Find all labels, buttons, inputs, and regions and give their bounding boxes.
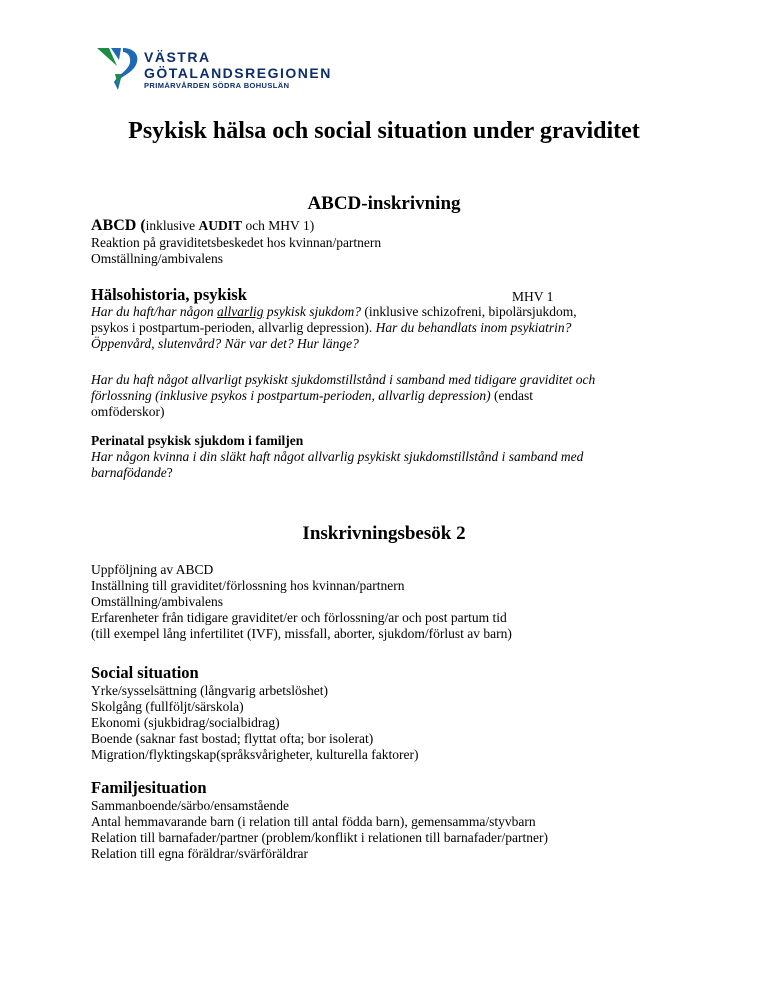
visit2-line: Omställning/ambivalens: [91, 594, 223, 609]
health-history-block: [91, 304, 691, 420]
vgr-logo: [97, 44, 337, 94]
family-heading: Familjesituation: [91, 778, 207, 797]
perinatal-heading: Perinatal psykisk sjukdom i familjen: [91, 433, 304, 448]
perinatal-line2: barnafödande?: [91, 465, 173, 480]
health-q2-line1: Har du haft något allvarligt psykiskt sjukdomstillstånd i samband med tidigare graviditet och: [91, 372, 596, 387]
allvarlig-underlined: allvarlig: [217, 304, 264, 319]
social-line: Yrke/sysselsättning (långvarig arbetslöshet): [91, 683, 328, 698]
abcd-mhv: och MHV 1): [242, 218, 315, 233]
health-q1-line2: psykos i postpartum-perioden, allvarlig depression). Har du behandlats inom psykiatrin?: [91, 320, 572, 335]
visit2-line: Inställning till graviditet/förlossning hos kvinnan/partnern: [91, 578, 405, 593]
health-q1-line3: Öppenvård, slutenvård? När var det? Hur länge?: [91, 336, 359, 351]
abcd-line: Omställning/ambivalens: [91, 251, 223, 266]
abcd-audit: AUDIT: [198, 218, 243, 233]
family-line: Relation till egna föräldrar/svärföräldrar: [91, 846, 309, 861]
social-heading: Social situation: [91, 663, 199, 682]
abcd-block: [91, 217, 691, 267]
abcd-paren: (: [136, 217, 146, 234]
family-line: Sammanboende/särbo/ensamstående: [91, 798, 289, 813]
visit2-block: [91, 562, 691, 642]
logo-line-2: GÖTALANDSREGIONEN: [144, 65, 332, 81]
perinatal-line1: Har någon kvinna i din släkt haft något allvarlig psykiskt sjukdomstillstånd i samband med: [91, 449, 584, 464]
visit2-line: Erfarenheter från tidigare graviditet/er och förlossning/ar och post partum tid: [91, 610, 507, 625]
family-line: Antal hemmavarande barn (i relation till antal födda barn), gemensamma/styvbarn: [91, 814, 536, 829]
abcd-subheading: [91, 217, 691, 235]
visit2-line: Uppföljning av ABCD: [91, 562, 214, 577]
social-block: [91, 683, 691, 763]
abcd-section-heading: ABCD-inskrivning: [307, 193, 461, 214]
vgr-logo-mark-icon: [97, 44, 141, 90]
family-block: [91, 798, 691, 862]
health-history-tag: MHV 1: [512, 289, 554, 304]
visit2-heading: Inskrivningsbesök 2: [302, 523, 466, 544]
health-q2-line3: omföderskor): [91, 404, 165, 419]
social-line: Skolgång (fullföljt/särskola): [91, 699, 244, 714]
abcd-label: ABCD: [91, 217, 137, 234]
abcd-incl: inklusive: [145, 218, 199, 233]
page-title: Psykisk hälsa och social situation under graviditet: [128, 118, 640, 144]
family-line: Relation till barnafader/partner (problem/konflikt i relationen till barnafader/partner): [91, 830, 548, 845]
health-q2-line2: förlossning (inklusive psykos i postpartum-perioden, allvarlig depression) (endast: [91, 388, 533, 403]
social-line: Boende (saknar fast bostad; flyttat ofta; bor isolerat): [91, 731, 374, 746]
abcd-line: Reaktion på graviditetsbeskedet hos kvinnan/partnern: [91, 235, 382, 250]
social-line: Migration/flyktingskap(språksvårigheter, kulturella faktorer): [91, 747, 419, 762]
health-history-heading: Hälsohistoria, psykisk: [91, 285, 247, 304]
logo-line-1: VÄSTRA: [144, 49, 211, 65]
logo-line-3: PRIMÄRVÅRDEN SÖDRA BOHUSLÄN: [144, 81, 290, 90]
visit2-line: (till exempel lång infertilitet (IVF), missfall, aborter, sjukdom/förlust av barn): [91, 626, 512, 641]
social-line: Ekonomi (sjukbidrag/socialbidrag): [91, 715, 280, 730]
health-q1-line1: Har du haft/har någon allvarlig psykisk sjukdom? (inklusive schizofreni, bipolärsjukdom,: [91, 304, 577, 319]
perinatal-block: [91, 433, 691, 481]
